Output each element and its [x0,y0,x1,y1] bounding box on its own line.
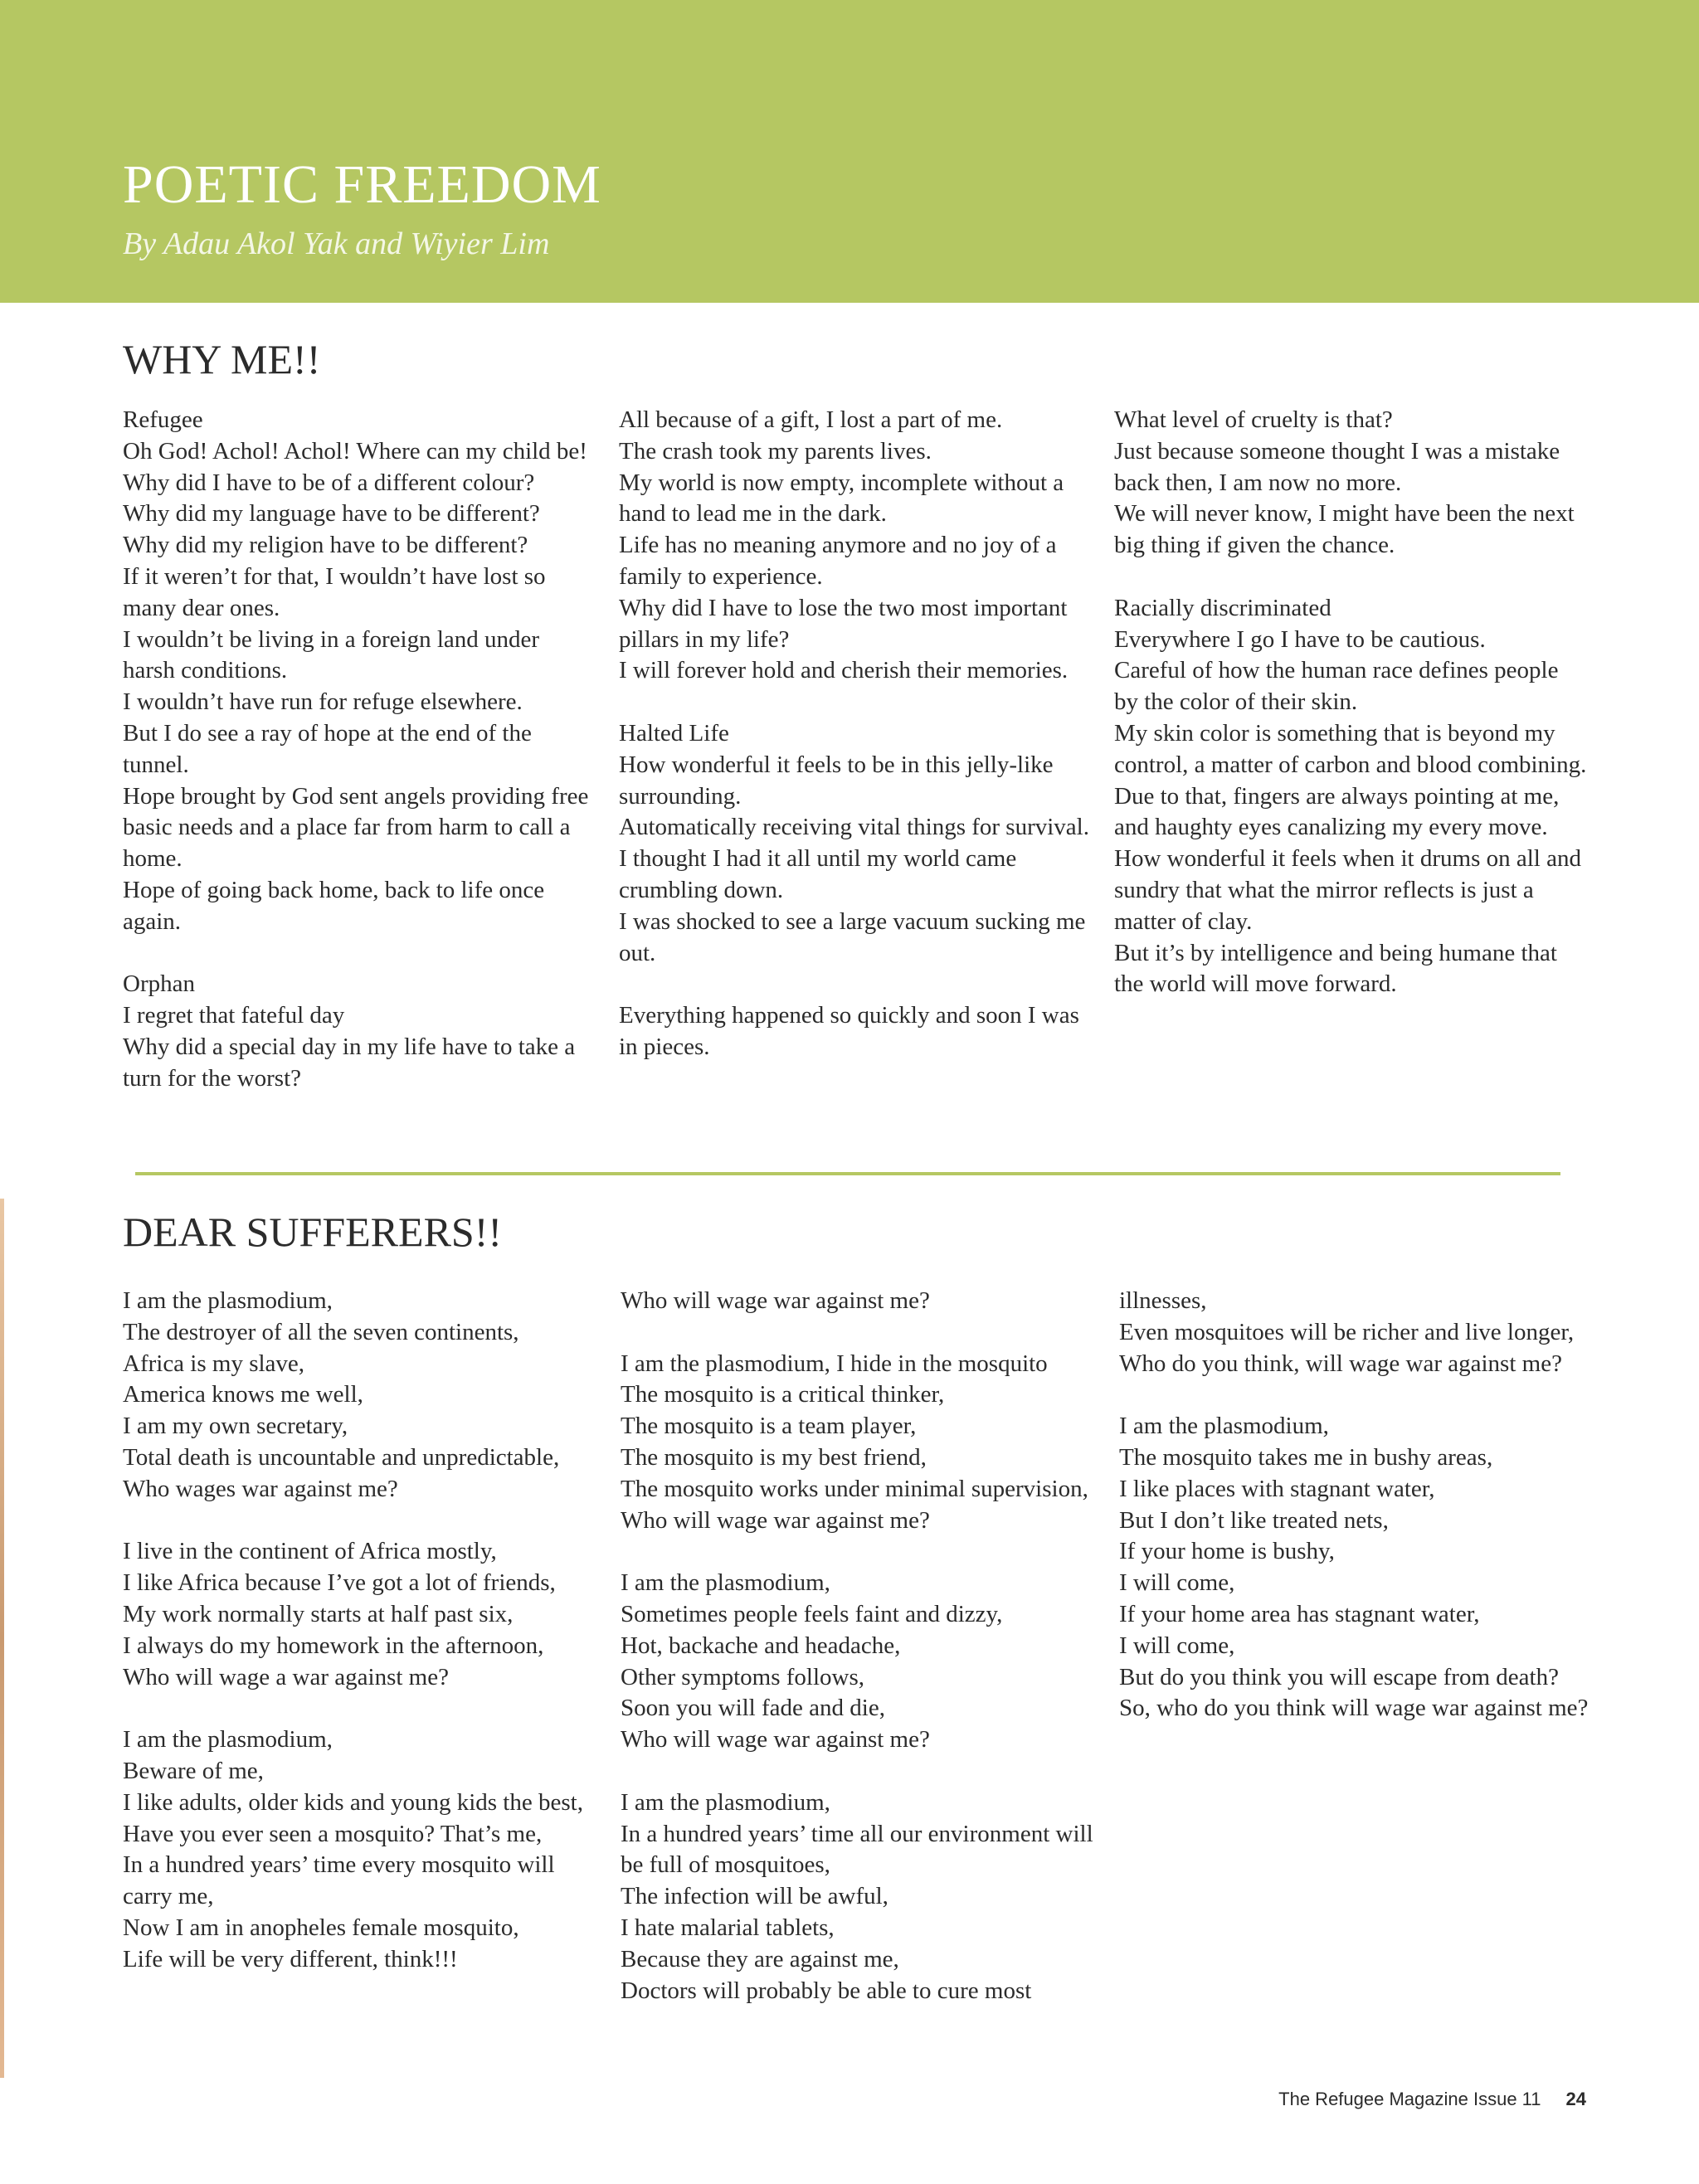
magazine-name: The Refugee Magazine Issue 11 [1278,2089,1541,2109]
poem-line: Everywhere I go I have to be cautious. [1114,625,1486,653]
poem-line: The destroyer of all the seven continents, [123,1318,519,1345]
poem-line: I am the plasmodium, I hide in the mosquito [621,1350,1048,1377]
poem-line: If your home area has stagnant water, [1119,1600,1480,1627]
poem-line: Why did my religion have to be different? [123,532,528,559]
poem-line: Life has no meaning anymore and no joy of a family to experience. [619,532,1057,590]
stanza [123,1536,596,1693]
poem-line: I like Africa because I’ve got a lot of friends, [123,1569,556,1597]
poem-line: Oh God! Achol! Achol! Where can my child be! [123,437,587,465]
poem-line: Automatically receiving vital things for survival. [619,814,1089,841]
poem-line: Sometimes people feels faint and dizzy, [621,1600,1003,1627]
stanza [123,969,596,1094]
poem-line: The mosquito is a critical thinker, [621,1381,945,1408]
poem-line: I like adults, older kids and young kids the best, [123,1788,583,1816]
stanza [1114,593,1587,1000]
poem-line: The mosquito takes me in bushy areas, [1119,1443,1493,1471]
poem-line: Who will wage war against me? [621,1506,930,1534]
poem-line: We will never know, I might have been the next big thing if given the chance. [1114,500,1575,559]
poem-line: I am the plasmodium, [1119,1413,1329,1440]
poem-line: I wouldn’t have run for refuge elsewhere. [123,688,523,716]
poem-line: Who do you think, will wage war against me? [1119,1350,1562,1377]
section-title-why-me: WHY ME!! [123,336,321,382]
poem-line: I regret that fateful day [123,1002,345,1029]
stanza [123,1724,596,1975]
why-me-column-3 [1114,405,1587,1000]
poem-line: Halted Life [619,719,729,747]
poem-line: Now I am in anopheles female mosquito, [123,1914,519,1941]
poem-line: I am the plasmodium, [621,1569,830,1597]
poem-line: My work normally starts at half past six, [123,1600,514,1627]
poem-line: But I do see a ray of hope at the end of the tunnel. [123,719,532,778]
poem-line: All because of a gift, I lost a part of me. [619,406,1003,433]
poem-line: In a hundred years’ time every mosquito will carry me, [123,1851,555,1910]
poem-line: Racially discriminated [1114,594,1331,621]
page-title: POETIC FREEDOM [123,154,601,215]
poem-line: The crash took my parents lives. [619,437,932,465]
stanza [1119,1286,1592,1379]
dear-sufferers-column-1 [123,1286,596,1976]
poem-line: Careful of how the human race defines people by the color of their skin. [1114,657,1559,716]
poem-line: Why did my language have to be different? [123,500,540,528]
poem-line: The mosquito is my best friend, [621,1443,927,1471]
poem-line: Due to that, fingers are always pointing at me, and haughty eyes canalizing my every move. [1114,782,1560,841]
stanza [621,1568,1093,1756]
page-edge-decoration [0,1199,4,2078]
section-title-dear-sufferers: DEAR SUFFERERS!! [123,1209,503,1255]
poem-line: Doctors will probably be able to cure most [621,1977,1032,2004]
stanza [1114,405,1587,562]
poem-line: How wonderful it feels to be in this jelly-like surrounding. [619,751,1054,810]
poem-line: If it weren’t for that, I wouldn’t have lost so many dear ones. [123,562,546,621]
poem-line: Who will wage a war against me? [123,1663,449,1690]
poem-line: Hope brought by God sent angels providing free basic needs and a place far from harm to call a home. [123,782,589,873]
poem-line: I will come, [1119,1569,1235,1597]
poem-line: Everything happened so quickly and soon I was in pieces. [619,1002,1079,1060]
poem-line: I am my own secretary, [123,1413,348,1440]
dear-sufferers-column-2 [621,1286,1093,2006]
stanza [619,1000,1092,1063]
stanza [621,1788,1093,2007]
poem-line: Total death is uncountable and unpredictable, [123,1443,560,1471]
stanza [619,405,1092,687]
poem-line: Soon you will fade and die, [621,1695,885,1722]
poem-line: I live in the continent of Africa mostly, [123,1538,497,1565]
stanza [1119,1411,1592,1724]
poem-line: Orphan [123,970,195,998]
dear-sufferers-column-3 [1119,1286,1592,1724]
poem-line: Because they are against me, [621,1945,899,1972]
poem-line: But I don’t like treated nets, [1119,1506,1389,1534]
page-number: 24 [1565,2089,1586,2109]
poem-line: illnesses, [1119,1287,1207,1314]
poem-line: I am the plasmodium, [123,1287,333,1314]
poem-line: America knows me well, [123,1381,363,1408]
stanza [123,405,596,938]
byline: By Adau Akol Yak and Wiyier Lim [123,226,550,261]
poem-line: Hope of going back home, back to life once again. [123,876,545,935]
poem-line: Hot, backache and headache, [621,1632,901,1659]
poem-line: Why did I have to be of a different colour? [123,469,535,496]
poem-line: I am the plasmodium, [621,1788,830,1816]
poem-line: If your home is bushy, [1119,1538,1335,1565]
poem-line: Life will be very different, think!!! [123,1945,458,1972]
poem-line: I will come, [1119,1632,1235,1659]
why-me-column-2 [619,405,1092,1063]
poem-line: I will forever hold and cherish their memories. [619,657,1069,684]
poem-line: Even mosquitoes will be richer and live longer, [1119,1318,1575,1345]
poem-line: My world is now empty, incomplete without a hand to lead me in the dark. [619,469,1064,528]
stanza [621,1286,1093,1317]
poem-line: How wonderful it feels when it drums on all and sundry that what the mirror reflects is just a matter of clay. [1114,845,1581,935]
poem-line: Why did I have to lose the two most important pillars in my life? [619,594,1068,653]
poem-line: My skin color is something that is beyond my control, a matter of carbon and blood combining. [1114,719,1587,778]
poem-line: Why did a special day in my life have to take a turn for the worst? [123,1033,576,1092]
poem-line: I was shocked to see a large vacuum sucking me out. [619,907,1086,966]
poem-line: Other symptoms follows, [621,1663,865,1690]
why-me-column-1 [123,405,596,1095]
poem-line: But do you think you will escape from death? [1119,1663,1559,1690]
stanza [621,1349,1093,1537]
section-divider [135,1172,1560,1175]
poem-line: Beware of me, [123,1757,264,1784]
poem-line: Just because someone thought I was a mistake back then, I am now no more. [1114,437,1560,496]
poem-line: In a hundred years’ time all our environment will be full of mosquitoes, [621,1820,1093,1879]
poem-line: What level of cruelty is that? [1114,406,1393,433]
stanza [619,718,1092,969]
poem-line: I wouldn’t be living in a foreign land under harsh conditions. [123,625,540,684]
poem-line: Who wages war against me? [123,1475,398,1502]
poem-line: The mosquito works under minimal supervision, [621,1475,1088,1502]
title-banner [0,0,1699,303]
poem-line: Have you ever seen a mosquito? That’s me, [123,1820,543,1847]
poem-line: Africa is my slave, [123,1350,305,1377]
poem-line: But it’s by intelligence and being humane that the world will move forward. [1114,939,1557,998]
stanza [123,1286,596,1505]
poem-line: I am the plasmodium, [123,1726,333,1754]
poem-line: Who will wage war against me? [621,1726,930,1754]
poem-line: I always do my homework in the afternoon, [123,1632,544,1659]
poem-line: I hate malarial tablets, [621,1914,835,1941]
poem-line: I thought I had it all until my world came crumbling down. [619,845,1017,903]
poem-line: Refugee [123,406,203,433]
poem-line: The mosquito is a team player, [621,1413,917,1440]
poem-line: I like places with stagnant water, [1119,1475,1435,1502]
page-footer [1278,2089,1586,2110]
poem-line: Who will wage war against me? [621,1287,930,1314]
poem-line: So, who do you think will wage war against me? [1119,1695,1589,1722]
poem-line: The infection will be awful, [621,1883,888,1910]
